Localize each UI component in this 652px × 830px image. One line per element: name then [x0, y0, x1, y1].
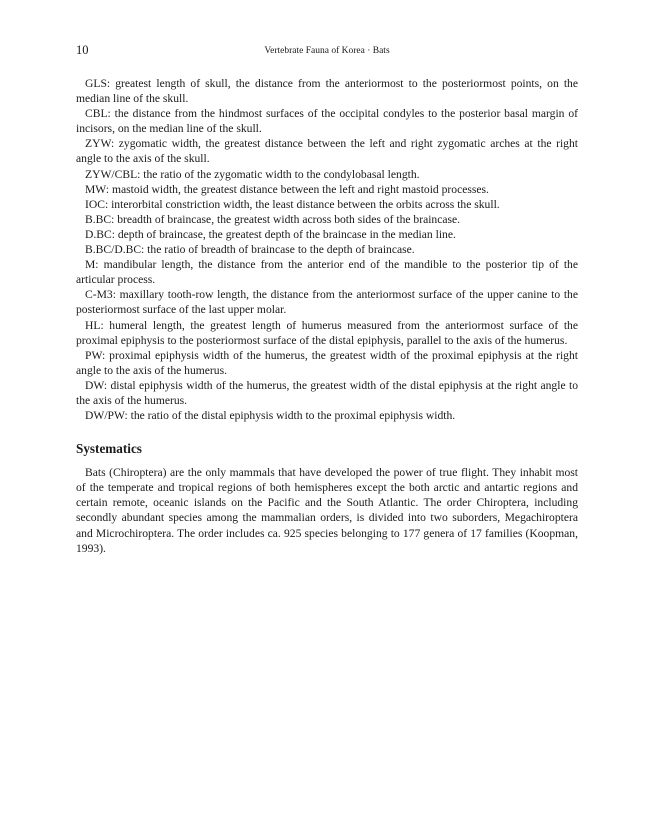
- definition-zyw: ZYW: zygomatic width, the greatest distance between the left and right zygomatic arches at the right angle to the axis of the skull.: [76, 137, 578, 166]
- page-number: 10: [76, 43, 89, 57]
- definition-dw-pw: DW/PW: the ratio of the distal epiphysis width to the proximal epiphysis width.: [85, 409, 456, 423]
- systematics-paragraph: Bats (Chiroptera) are the only mammals that have developed the power of true flight. They inhabit most of the temperate and tropical regions of both hemispheres except the both arctic and antartic regions and certain remote, oceanic islands on the Pacific and the South Atlantic. The order Chiroptera, including secondly abundant species among the mammalian orders, is divided into two suborders, Megachiroptera and Microchiroptera. The order includes ca. 925 species belonging to 177 genera of 17 families (Koopman, 1993).: [76, 466, 578, 555]
- section-heading-systematics: Systematics: [76, 441, 142, 457]
- definition-zyw-cbl: ZYW/CBL: the ratio of the zygomatic width to the condylobasal length.: [85, 167, 420, 181]
- main-content: [76, 76, 578, 556]
- definition-ioc: IOC: interorbital constriction width, the least distance between the orbits across the skull.: [85, 197, 500, 211]
- definition-gls: GLS: greatest length of skull, the distance from the anteriormost to the posteriormost points, on the median line of the skull.: [76, 77, 578, 106]
- definition-c-m3: C-M3: maxillary tooth-row length, the distance from the anteriormost surface of the upper canine to the posteriormost surface of the last upper molar.: [76, 288, 578, 317]
- definition-hl: HL: humeral length, the greatest length of humerus measured from the anteriormost surface of the proximal epiphysis to the posteriormost surface of the distal epiphysis, parallel to the axis of the humerus.: [76, 318, 578, 347]
- definition-bbc: B.BC: breadth of braincase, the greatest width across both sides of the braincase.: [85, 212, 461, 226]
- definition-pw: PW: proximal epiphysis width of the humerus, the greatest width of the proximal epiphysis at the right angle to the axis of the humerus.: [76, 348, 578, 377]
- definition-bbc-dbc: B.BC/D.BC: the ratio of breadth of braincase to the depth of braincase.: [85, 243, 415, 257]
- running-head: Vertebrate Fauna of Korea · Bats: [264, 46, 390, 56]
- definition-dw: DW: distal epiphysis width of the humerus, the greatest width of the distal epiphysis at the right angle to the axis of the humerus.: [76, 378, 578, 407]
- definition-dbc: D.BC: depth of braincase, the greatest depth of the braincase in the median line.: [85, 227, 456, 241]
- definition-m: M: mandibular length, the distance from the anterior end of the mandible to the posterior tip of the articular process.: [76, 258, 578, 287]
- definition-mw: MW: mastoid width, the greatest distance between the left and right mastoid processes.: [85, 182, 489, 196]
- page-header: [76, 42, 578, 58]
- measurement-definitions: [76, 76, 578, 423]
- definition-cbl: CBL: the distance from the hindmost surfaces of the occipital condyles to the posterior basal margin of incisors, on the median line of the skull.: [76, 107, 578, 136]
